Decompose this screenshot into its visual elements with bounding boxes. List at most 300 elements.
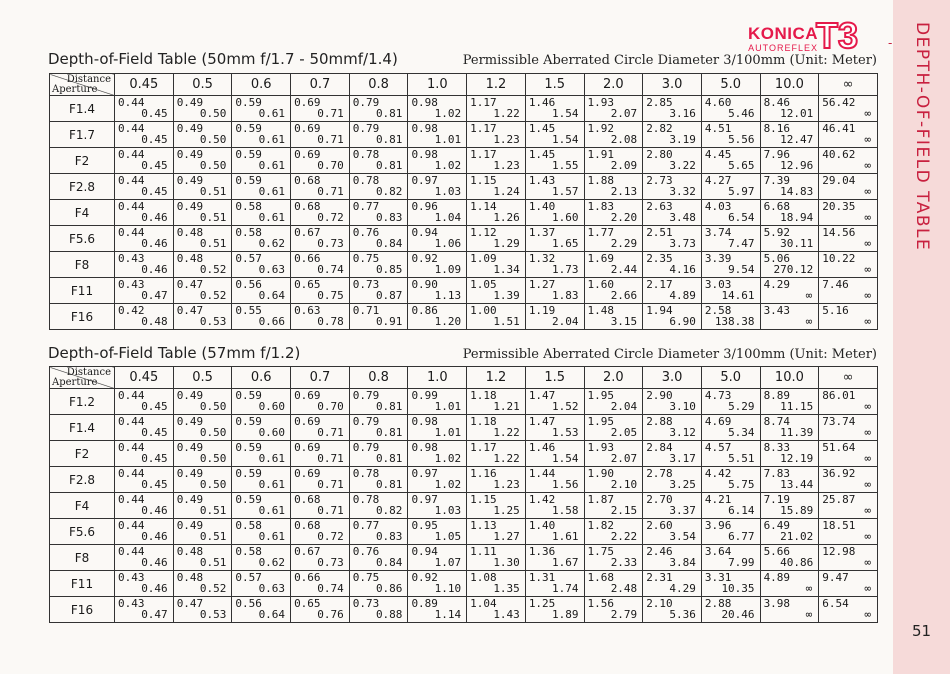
far-limit: 0.53 [199, 608, 227, 621]
near-limit: 40.62 [822, 148, 856, 161]
near-limit: 0.79 [352, 122, 380, 135]
near-limit: 0.79 [352, 441, 380, 454]
dof-cell [525, 278, 584, 304]
near-limit: 0.58 [235, 200, 262, 213]
far-limit: 0.53 [199, 315, 227, 328]
dof-cell [408, 545, 467, 571]
far-limit: 1.02 [434, 478, 462, 491]
dof-cell [349, 415, 408, 441]
far-limit: 40.86 [780, 556, 814, 569]
dof-cell [819, 122, 878, 148]
far-limit: 5.56 [728, 133, 755, 146]
near-limit: 2.10 [646, 597, 673, 610]
far-limit: 1.02 [434, 159, 462, 172]
far-limit: 1.61 [552, 530, 579, 543]
near-limit: 10.22 [822, 252, 856, 265]
far-limit: 0.81 [375, 452, 403, 465]
near-limit: 0.44 [118, 200, 145, 213]
dof-cell [643, 96, 702, 122]
dof-cell [819, 148, 878, 174]
near-limit: 5.92 [763, 226, 791, 239]
far-limit: 2.07 [610, 452, 638, 465]
table-row [50, 174, 878, 200]
near-limit: 0.75 [352, 252, 380, 265]
near-limit: 0.43 [118, 252, 145, 265]
near-limit: 46.41 [822, 122, 856, 135]
dof-cell [349, 441, 408, 467]
far-limit: 1.51 [493, 315, 520, 328]
far-limit: 0.87 [375, 289, 403, 302]
dof-cell [584, 441, 643, 467]
dof-cell [760, 148, 819, 174]
far-limit: ∞ [805, 582, 813, 595]
dof-cell [584, 389, 643, 415]
dof-cell [525, 148, 584, 174]
far-limit: 0.52 [199, 582, 227, 595]
near-limit: 4.27 [704, 174, 732, 187]
near-limit: 1.68 [587, 571, 614, 584]
far-limit: 2.48 [610, 582, 638, 595]
far-limit: ∞ [864, 608, 871, 621]
dof-cell [819, 597, 878, 623]
far-limit: 3.32 [669, 185, 696, 198]
far-limit: 1.83 [552, 289, 579, 302]
far-limit: 0.45 [141, 133, 168, 146]
near-limit: 0.98 [411, 148, 438, 161]
near-limit: 0.49 [176, 148, 204, 161]
dof-cell [760, 441, 819, 467]
dof-cell [643, 226, 702, 252]
far-limit: 5.36 [669, 608, 696, 621]
dof-cell [760, 278, 819, 304]
dof-cell [760, 571, 819, 597]
dof-cell [760, 389, 819, 415]
far-limit: 10.35 [721, 582, 755, 595]
dof-cell [760, 200, 819, 226]
dof-cell [819, 252, 878, 278]
dof-cell [525, 304, 584, 330]
dof-cell [232, 200, 291, 226]
near-limit: 1.48 [587, 304, 614, 317]
far-limit: 1.29 [493, 237, 520, 250]
near-limit: 3.39 [704, 252, 732, 265]
dof-cell [701, 122, 760, 148]
near-limit: 0.57 [235, 571, 262, 584]
distance-header: ∞ [819, 74, 878, 96]
dof-cell [232, 415, 291, 441]
dof-cell [467, 441, 526, 467]
dof-cell [584, 597, 643, 623]
aperture-label: F1.7 [50, 122, 115, 148]
dof-cell [349, 226, 408, 252]
dof-cell [819, 519, 878, 545]
dof-cell [760, 174, 819, 200]
near-limit: 0.68 [294, 519, 321, 532]
dof-cell [467, 304, 526, 330]
far-limit: 0.81 [375, 426, 403, 439]
dof-cell [408, 96, 467, 122]
far-limit: 0.81 [375, 400, 403, 413]
dof-cell [408, 174, 467, 200]
aperture-label: F2 [50, 148, 115, 174]
distance-header: 2.0 [584, 74, 643, 96]
far-limit: 1.21 [493, 400, 520, 413]
dof-cell [408, 597, 467, 623]
dof-cell [643, 252, 702, 278]
distance-header: 0.6 [232, 74, 291, 96]
near-limit: 1.45 [528, 122, 556, 135]
far-limit: 2.44 [610, 263, 638, 276]
distance-header: 0.6 [232, 367, 291, 389]
near-limit: 1.60 [587, 278, 614, 291]
near-limit: 1.42 [528, 493, 556, 506]
dof-cell [701, 389, 760, 415]
near-limit: 86.01 [822, 389, 856, 402]
dof-cell [467, 278, 526, 304]
near-limit: 1.25 [528, 597, 556, 610]
near-limit: 1.04 [470, 597, 497, 610]
far-limit: 0.73 [317, 237, 344, 250]
near-limit: 2.58 [704, 304, 732, 317]
distance-header: 10.0 [760, 367, 819, 389]
dof-cell [349, 493, 408, 519]
far-limit: 18.94 [780, 211, 814, 224]
dof-cell [584, 96, 643, 122]
near-limit: 2.85 [646, 96, 673, 109]
far-limit: 1.67 [552, 556, 579, 569]
near-limit: 0.79 [352, 96, 380, 109]
far-limit: 0.51 [199, 530, 227, 543]
dof-cell [115, 174, 174, 200]
near-limit: 2.88 [704, 597, 732, 610]
dof-cell [819, 304, 878, 330]
near-limit: 0.92 [411, 252, 438, 265]
near-limit: 0.68 [294, 200, 321, 213]
near-limit: 1.19 [528, 304, 556, 317]
far-limit: 3.73 [669, 237, 696, 250]
dof-cell [349, 278, 408, 304]
near-limit: 0.75 [352, 571, 380, 584]
far-limit: 0.60 [258, 400, 286, 413]
dof-cell [701, 96, 760, 122]
near-limit: 1.14 [470, 200, 497, 213]
corner-cell [50, 367, 115, 389]
dof-cell [115, 493, 174, 519]
far-limit: 3.15 [610, 315, 638, 328]
dof-cell [232, 519, 291, 545]
near-limit: 0.59 [235, 493, 262, 506]
far-limit: 3.17 [669, 452, 696, 465]
far-limit: 0.51 [199, 211, 227, 224]
far-limit: 2.29 [610, 237, 638, 250]
near-limit: 20.35 [822, 200, 856, 213]
near-limit: 1.32 [528, 252, 556, 265]
near-limit: 0.69 [294, 441, 321, 454]
near-limit: 0.48 [176, 571, 204, 584]
far-limit: 1.09 [434, 263, 462, 276]
far-limit: 0.61 [258, 133, 286, 146]
near-limit: 1.17 [470, 122, 497, 135]
far-limit: 11.39 [780, 426, 814, 439]
far-limit: 0.86 [375, 582, 403, 595]
dof-cell [643, 597, 702, 623]
near-limit: 0.49 [176, 389, 204, 402]
near-limit: 0.69 [294, 122, 321, 135]
distance-header: 10.0 [760, 74, 819, 96]
far-limit: 3.84 [669, 556, 696, 569]
dof-cell [115, 278, 174, 304]
near-limit: 0.98 [411, 122, 438, 135]
near-limit: 1.82 [587, 519, 614, 532]
dof-cell [173, 519, 232, 545]
dof-cell [525, 571, 584, 597]
dof-cell [408, 467, 467, 493]
far-limit: 0.47 [141, 608, 168, 621]
near-limit: 6.68 [763, 200, 791, 213]
table-note-57mm: Permissible Aberrated Circle Diameter 3/100mm (Unit: Meter) [462, 347, 877, 362]
dof-cell [584, 174, 643, 200]
far-limit: 1.04 [434, 211, 462, 224]
dof-cell [291, 441, 350, 467]
distance-header: 2.0 [584, 367, 643, 389]
dof-cell [349, 122, 408, 148]
far-limit: 14.83 [780, 185, 814, 198]
far-limit: 1.03 [434, 504, 462, 517]
far-limit: ∞ [864, 315, 871, 328]
dof-cell [115, 200, 174, 226]
dof-cell [643, 122, 702, 148]
far-limit: 2.05 [610, 426, 638, 439]
far-limit: 1.01 [434, 400, 462, 413]
near-limit: 0.67 [294, 545, 321, 558]
near-limit: 1.27 [528, 278, 556, 291]
dof-cell [408, 252, 467, 278]
dof-cell [701, 174, 760, 200]
table-row [50, 519, 878, 545]
near-limit: 0.59 [235, 96, 262, 109]
dof-cell [232, 467, 291, 493]
far-limit: 2.10 [610, 478, 638, 491]
far-limit: 1.05 [434, 530, 462, 543]
far-limit: ∞ [864, 107, 871, 120]
dof-cell [701, 597, 760, 623]
near-limit: 1.00 [470, 304, 497, 317]
far-limit: 0.62 [258, 556, 286, 569]
far-limit: 0.84 [375, 556, 403, 569]
table-row [50, 389, 878, 415]
near-limit: 4.69 [704, 415, 732, 428]
near-limit: 0.69 [294, 467, 321, 480]
dof-cell [467, 148, 526, 174]
far-limit: 0.74 [317, 582, 344, 595]
far-limit: 0.71 [317, 504, 344, 517]
near-limit: 1.40 [528, 519, 556, 532]
distance-header: 0.5 [173, 74, 232, 96]
dof-cell [467, 96, 526, 122]
far-limit: 0.45 [141, 478, 168, 491]
far-limit: 0.72 [317, 211, 344, 224]
near-limit: 1.47 [528, 389, 556, 402]
far-limit: 0.63 [258, 582, 286, 595]
dof-cell [643, 441, 702, 467]
distance-header: 1.2 [467, 74, 526, 96]
near-limit: 1.05 [470, 278, 497, 291]
far-limit: 2.22 [610, 530, 638, 543]
far-limit: 0.50 [199, 452, 227, 465]
dof-cell [584, 519, 643, 545]
page-number: 51 [911, 622, 932, 640]
far-limit: 0.45 [141, 400, 168, 413]
aperture-label: F5.6 [50, 519, 115, 545]
far-limit: 0.82 [375, 185, 403, 198]
far-limit: 1.20 [434, 315, 462, 328]
near-limit: 0.97 [411, 467, 438, 480]
near-limit: 0.43 [118, 278, 145, 291]
far-limit: 0.71 [317, 426, 344, 439]
near-limit: 8.74 [763, 415, 791, 428]
far-limit: 2.66 [610, 289, 638, 302]
far-limit: 1.23 [493, 478, 520, 491]
near-limit: 0.59 [235, 122, 262, 135]
near-limit: 0.97 [411, 174, 438, 187]
dof-cell [291, 278, 350, 304]
dof-cell [291, 545, 350, 571]
near-limit: 1.18 [470, 415, 497, 428]
near-limit: 0.69 [294, 389, 321, 402]
dof-cell [467, 122, 526, 148]
far-limit: 0.75 [317, 289, 344, 302]
far-limit: 0.45 [141, 159, 168, 172]
far-limit: 0.50 [199, 107, 227, 120]
near-limit: 4.89 [763, 571, 791, 584]
far-limit: 4.89 [669, 289, 696, 302]
aperture-label: F1.4 [50, 96, 115, 122]
far-limit: ∞ [864, 263, 871, 276]
near-limit: 4.51 [704, 122, 732, 135]
dof-cell [173, 545, 232, 571]
dof-cell [584, 467, 643, 493]
dof-cell [525, 519, 584, 545]
dof-cell [408, 415, 467, 441]
dof-cell [291, 96, 350, 122]
near-limit: 0.78 [352, 493, 380, 506]
near-limit: 0.44 [118, 174, 145, 187]
far-limit: 1.56 [552, 478, 579, 491]
far-limit: 1.54 [552, 107, 579, 120]
aperture-label: F2 [50, 441, 115, 467]
dof-cell [232, 571, 291, 597]
dof-cell [643, 278, 702, 304]
far-limit: ∞ [864, 185, 871, 198]
far-limit: 0.81 [375, 133, 403, 146]
near-limit: 1.95 [587, 389, 614, 402]
table-note-50mm: Permissible Aberrated Circle Diameter 3/100mm (Unit: Meter) [462, 53, 877, 68]
dof-table-50mm [49, 73, 878, 330]
near-limit: 0.58 [235, 226, 262, 239]
near-limit: 0.48 [176, 545, 204, 558]
far-limit: 0.46 [141, 237, 168, 250]
dof-cell [291, 200, 350, 226]
near-limit: 8.89 [763, 389, 791, 402]
table-row [50, 597, 878, 623]
dof-cell [173, 148, 232, 174]
near-limit: 0.76 [352, 545, 380, 558]
far-limit: 0.51 [199, 185, 227, 198]
near-limit: 7.46 [822, 278, 849, 291]
near-limit: 0.49 [176, 493, 204, 506]
far-limit: 0.52 [199, 263, 227, 276]
far-limit: 1.54 [552, 133, 579, 146]
distance-header: 1.5 [525, 74, 584, 96]
dof-cell [408, 148, 467, 174]
far-limit: 0.71 [317, 107, 344, 120]
dof-cell [349, 200, 408, 226]
far-limit: 1.01 [434, 133, 462, 146]
far-limit: 1.23 [493, 133, 520, 146]
near-limit: 0.44 [118, 148, 145, 161]
far-limit: 1.27 [493, 530, 520, 543]
near-limit: 1.17 [470, 96, 497, 109]
aperture-label: F4 [50, 493, 115, 519]
dof-cell [408, 122, 467, 148]
corner-aperture-label: Aperture [52, 377, 98, 388]
near-limit: 1.87 [587, 493, 614, 506]
far-limit: 0.60 [258, 426, 286, 439]
dof-cell [232, 96, 291, 122]
far-limit: ∞ [864, 582, 871, 595]
near-limit: 1.13 [470, 519, 497, 532]
far-limit: 14.61 [721, 289, 755, 302]
dof-cell [584, 304, 643, 330]
near-limit: 18.51 [822, 519, 856, 532]
dof-cell [701, 278, 760, 304]
near-limit: 1.17 [470, 441, 497, 454]
near-limit: 1.93 [587, 441, 614, 454]
near-limit: 1.56 [587, 597, 614, 610]
near-limit: 0.67 [294, 226, 321, 239]
far-limit: 1.01 [434, 426, 462, 439]
near-limit: 29.04 [822, 174, 856, 187]
near-limit: 8.33 [763, 441, 791, 454]
dof-cell [408, 389, 467, 415]
dof-cell [701, 226, 760, 252]
far-limit: 1.30 [493, 556, 520, 569]
dof-cell [701, 415, 760, 441]
dof-cell [525, 467, 584, 493]
dof-cell [819, 278, 878, 304]
far-limit: 3.16 [669, 107, 696, 120]
dof-cell [173, 441, 232, 467]
dof-cell [173, 304, 232, 330]
distance-header: 0.8 [349, 367, 408, 389]
near-limit: 4.42 [704, 467, 732, 480]
near-limit: 0.65 [294, 278, 321, 291]
far-limit: 1.10 [434, 582, 462, 595]
far-limit: 11.15 [780, 400, 814, 413]
near-limit: 0.56 [235, 597, 262, 610]
far-limit: 0.61 [258, 185, 286, 198]
table-row [50, 96, 878, 122]
near-limit: 0.73 [352, 278, 380, 291]
near-limit: 0.79 [352, 389, 380, 402]
near-limit: 1.09 [470, 252, 497, 265]
near-limit: 8.16 [763, 122, 791, 135]
near-limit: 0.78 [352, 148, 380, 161]
far-limit: 3.22 [669, 159, 696, 172]
far-limit: 0.70 [317, 400, 344, 413]
near-limit: 3.64 [704, 545, 732, 558]
dof-cell [643, 493, 702, 519]
